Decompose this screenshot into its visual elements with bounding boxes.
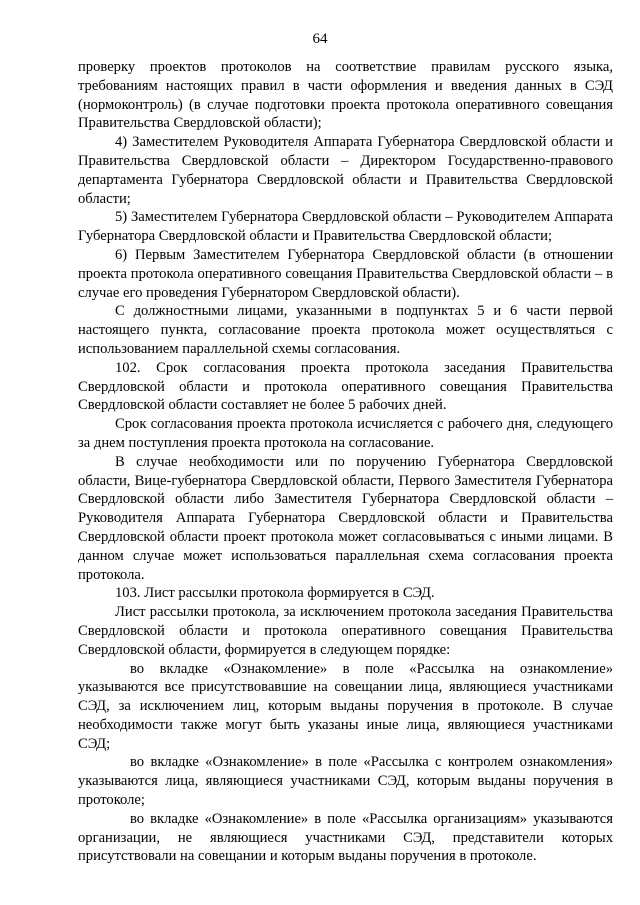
paragraph-distribution-familiarization: во вкладке «Ознакомление» в поле «Рассылка на ознакомление» указываются все присутствовавшие на совещании лица, являющиеся участниками СЭД, за исключением лиц, которым выданы поручения в протоколе. В случае необходимости также могут быть указаны иные лица, являющиеся участниками СЭД; <box>78 660 613 752</box>
page-number: 64 <box>312 31 328 47</box>
paragraph-proofreading: проверку проектов протоколов на соответствие правилам русского языка, требованиям настоящих правил в части оформления и введения данных в СЭД (нормоконтроль) (в случае подготовки проекта протокола оперативного совещания Правительства Свердловской области); <box>78 59 613 132</box>
paragraph-distribution-control: во вкладке «Ознакомление» в поле «Рассылка с контролем ознакомления» указываются лица, являющиеся участниками СЭД, которым выданы поручения в протоколе; <box>78 754 613 809</box>
paragraph-item-4: 4) Заместителем Руководителя Аппарата Губернатора Свердловской области и Правительства Свердловской области – Директором Государственно-правового департамента Губернатора Свердловской области и Правительства Свердловской области; <box>78 134 613 207</box>
paragraph-parallel-scheme: С должностными лицами, указанными в подпунктах 5 и 6 части первой настоящего пункта, согласование проекта протокола может осуществляться с использованием параллельной схемы согласования. <box>78 303 613 357</box>
paragraph-clause-102: 102. Срок согласования проекта протокола заседания Правительства Свердловской области и протокола оперативного совещания Правительства Свердловской области составляет не более 5 рабочих дней. <box>78 359 613 414</box>
paragraph-distribution-organizations: во вкладке «Ознакомление» в поле «Рассылка организациям» указываются организации, не являющиеся участниками СЭД, представители которых присутствовали на совещании и которым выданы поручения в протоколе. <box>78 810 613 865</box>
paragraph-distribution-order: Лист рассылки протокола, за исключением протокола заседания Правительства Свердловской области и протокола оперативного совещания Правительства Свердловской области, формируется в следующем порядке: <box>78 604 613 658</box>
paragraph-clause-103: 103. Лист рассылки протокола формируется в СЭД. <box>115 585 435 602</box>
paragraph-approval-term: Срок согласования проекта протокола исчисляется с рабочего дня, следующего за днем поступления проекта протокола на согласование. <box>78 416 613 451</box>
paragraph-item-5: 5) Заместителем Губернатора Свердловской области – Руководителем Аппарата Губернатора Свердловской области и Правительства Свердловской области; <box>78 209 613 245</box>
paragraph-other-persons: В случае необходимости или по поручению Губернатора Свердловской области, Вице-губернатора Свердловской области, Первого Заместителя Губернатора Свердловской области либо Заместителя Губернатора Свердловской области – Руководителя Аппарата Губернатора Свердловской области и Правительства Свердловской области проект протокола может согласовываться с иными лицами. В данном случае может использоваться параллельная схема согласования проекта протокола. <box>78 453 613 583</box>
paragraph-item-6: 6) Первым Заместителем Губернатора Свердловской области (в отношении проекта протокола оперативного совещания Правительства Свердловской области – в случае его проведения Губернатором Свердловской области). <box>78 246 613 301</box>
document-body <box>78 58 613 866</box>
